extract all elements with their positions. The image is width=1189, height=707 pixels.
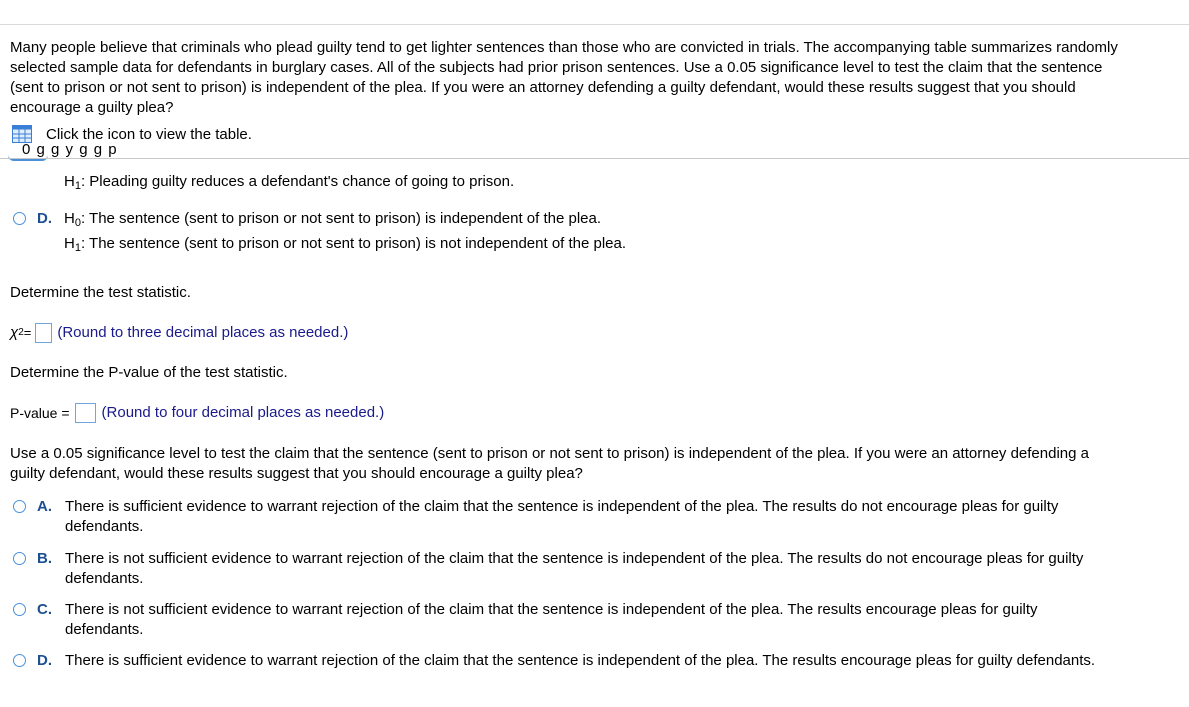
- problem-line: selected sample data for defendants in burglary cases. All of the subjects had prior prison sentences. Use a 0.05 significance level to test the claim that the sentence: [10, 59, 1103, 76]
- conclusion-option-b-radio[interactable]: [13, 552, 26, 565]
- hypothesis-option-d-letter: D.: [37, 210, 52, 227]
- option-d-h1: $H_1$: The sentence (sent to prison or not sent to prison) is not independent of the plea.: [64, 235, 627, 254]
- problem-line: encourage a guilty plea?: [10, 99, 174, 116]
- conclusion-option-d-radio[interactable]: [13, 654, 26, 667]
- chi-square-hint: (Round to three decimal places as needed.): [57, 324, 349, 341]
- chi-symbol: χ: [10, 324, 19, 341]
- hypothesis-option-d-radio[interactable]: [13, 212, 26, 225]
- problem-line: Many people believe that criminals who plead guilty tend to get lighter sentences than those who are convicted in trials. The accompanying table summarizes randomly: [10, 39, 1118, 56]
- conclusion-option-a-text[interactable]: There is sufficient evidence to warrant rejection of the claim that the sentence is independent of the plea. The results do not encourage pleas for guilty defendants.: [65, 498, 1059, 535]
- problem-statement: [10, 38, 1182, 118]
- p-value-row: [10, 403, 384, 423]
- test-statistic-prompt: Determine the test statistic.: [10, 284, 191, 301]
- option-d-h0: $H_0$: The sentence (sent to prison or not sent to prison) is independent of the plea.: [64, 210, 602, 229]
- p-value-label: P-value =: [10, 405, 70, 421]
- test-statistic-row: χ 2 = (Round to three decimal places as needed.): [10, 324, 349, 341]
- conclusion-option-c-radio[interactable]: [13, 603, 26, 616]
- chi-square-input[interactable]: [35, 323, 52, 343]
- conclusion-option-d-text[interactable]: There is sufficient evidence to warrant rejection of the claim that the sentence is independent of the plea. The results encourage pleas for guilty defendants.: [65, 652, 1096, 669]
- conclusion-option-c-text[interactable]: There is not sufficient evidence to warrant rejection of the claim that the sentence is independent of the plea. The results encourage pleas for guilty defendants.: [65, 601, 1038, 638]
- scroll-divider: [0, 158, 1189, 159]
- conclusion-option-a-letter: A.: [37, 498, 52, 515]
- top-divider: [0, 24, 1189, 25]
- p-value-input[interactable]: [75, 403, 96, 423]
- conclusion-option-c-letter: C.: [37, 601, 52, 618]
- conclusion-option-b-text[interactable]: There is not sufficient evidence to warrant rejection of the claim that the sentence is independent of the plea. The results do not encourage pleas for guilty defendants.: [65, 550, 1084, 587]
- view-table-text[interactable]: Click the icon to view the table.: [46, 125, 252, 143]
- conclusion-option-b-letter: B.: [37, 550, 52, 567]
- conclusion-option-a-radio[interactable]: [13, 500, 26, 513]
- conclusion-question: Use a 0.05 significance level to test the claim that the sentence (sent to prison or not sent to prison) is independent of the plea. If you were an attorney defending a guilty defendant, would these results suggest that you should encourage a guilty plea?: [10, 445, 1089, 482]
- p-value-prompt: Determine the P-value of the test statistic.: [10, 364, 288, 381]
- conclusion-option-d-letter: D.: [37, 652, 52, 669]
- scrolled-cutoff-text: 0 g g y g g p: [22, 141, 118, 158]
- p-value-hint: (Round to four decimal places as needed.): [101, 404, 385, 421]
- option-c-h1: $H_1$: Pleading guilty reduces a defendant's chance of going to prison.: [64, 173, 515, 192]
- problem-line: (sent to prison or not sent to prison) is independent of the plea. If you were an attorney defending a guilty defendant, would these results suggest that you should: [10, 79, 1076, 96]
